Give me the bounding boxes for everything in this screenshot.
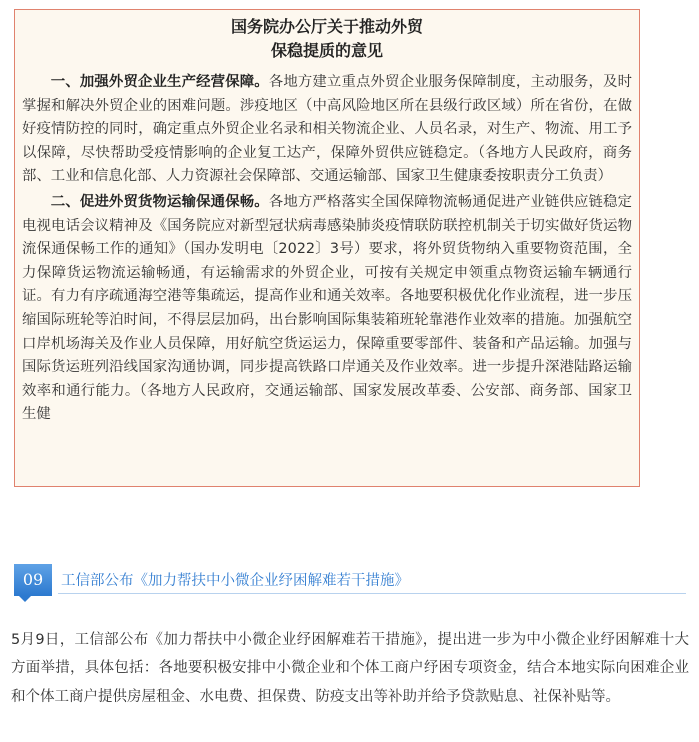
document-body — [15, 63, 639, 427]
section-title: 工信部公布《加力帮扶中小微企业纾困解难若干措施》 — [61, 573, 409, 589]
section-divider — [58, 593, 686, 594]
document-title-line1: 国务院办公厅关于推动外贸 — [230, 17, 423, 36]
document-title — [15, 10, 639, 63]
paragraph-text: 各地方建立重点外贸企业服务保障制度，主动服务，及时掌握和解决外贸企业的困难问题。涉疫地区（中高风险地区所在县级行政区域）所在省份，在做好疫情防控的同时，确定重点外贸企业名录和相关物流企业、人员名录，对生产、物流、用工予以保障，尽快帮助受疫情影响的企业复工达产，保障外贸供应链稳定。（各地方人民政府，商务部、工业和信息化部、人力资源社会保障部、交通运输部、国家卫生健康委按职责分工负责） — [22, 74, 632, 185]
policy-document-card[interactable] — [14, 9, 640, 487]
document-paragraph-1 — [22, 71, 632, 189]
article-paragraph: 5月9日，工信部公布《加力帮扶中小微企业纾困解难若干措施》，提出进一步为中小微企业纾困解难十大方面举措，具体包括：各地要积极安排中小微企业和个体工商户纾困专项资金，结合本地实际向困难企业和个体工商户提供房屋租金、水电费、担保费、防疫支出等补助并给予贷款贴息、社保补贴等。 — [11, 632, 689, 705]
section-header — [14, 564, 686, 600]
section-number-badge: 09 — [14, 564, 52, 596]
document-title-line2: 保稳提质的意见 — [270, 41, 383, 60]
paragraph-text: 各地方严格落实全国保障物流畅通促进产业链供应链稳定电视电话会议精神及《国务院应对新型冠状病毒感染肺炎疫情联防联控机制关于切实做好货运物流保通保畅工作的通知》（国办发明电〔2022〕3号）要求，将外贸货物纳入重要物资范围，全力保障货运物流运输畅通，有运输需求的外贸企业，可按有关规定申领重点物资运输车辆通行证。有力有序疏通海空港等集疏运，提高作业和通关效率。各地要积极优化作业流程，进一步压缩国际班轮等泊时间，不得层层加码，出台影响国际集装箱班轮靠港作业效率的措施。加强航空口岸机场海关及作业人员保障，用好航空货运运力，保障重要零部件、装备和产品运输。加强与国际货运班列沿线国家沟通协调，同步提高铁路口岸通关及作业效率。进一步提升深港陆路运输效率和通行能力。（各地方人民政府，交通运输部、国家发展改革委、公安部、商务部、国家卫生健 — [22, 193, 632, 423]
paragraph-lead: 一、加强外贸企业生产经营保障。 — [50, 74, 269, 90]
paragraph-lead: 二、促进外贸货物运输保通保畅。 — [50, 193, 269, 210]
document-paragraph-2 — [22, 191, 632, 427]
